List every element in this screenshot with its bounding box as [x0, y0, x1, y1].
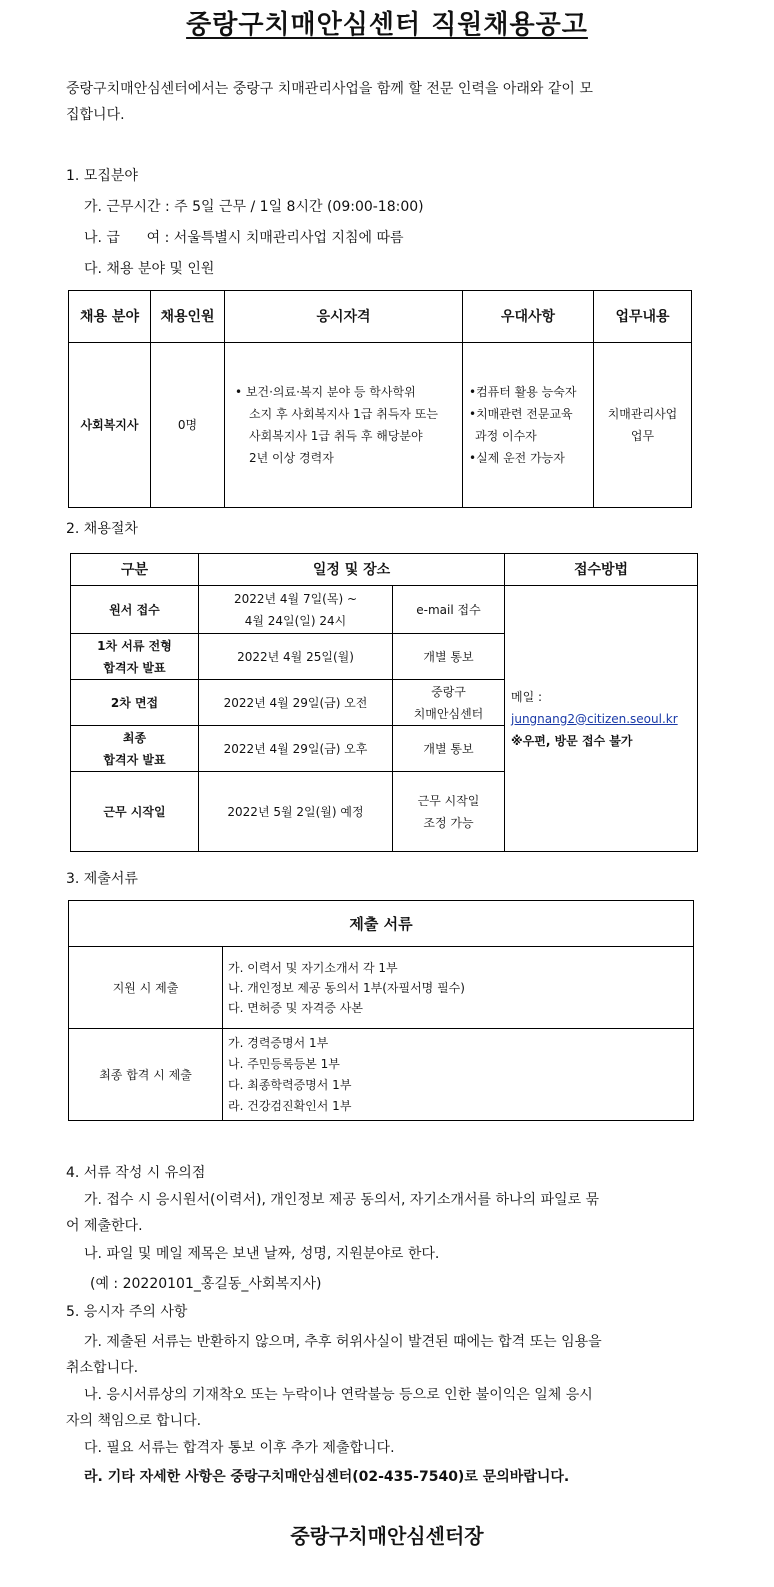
section4-example: (예 : 20220101_홍길동_사회복지사)	[90, 1276, 322, 1292]
work-hours: 가. 근무시간 : 주 5일 근무 / 1일 8시간 (09:00-18:00)	[84, 199, 424, 215]
section5-item-a: 가. 제출된 서류는 반환하지 않으며, 추후 허위사실이 발견된 때에는 합격 또는 임용을 취소합니다.	[66, 1334, 602, 1376]
doc-row-items: 가. 이력서 및 자기소개서 각 1부 나. 개인정보 제공 동의서 1부(자필서명 필수) 다. 면허증 및 자격증 사본	[223, 947, 694, 1029]
date-cell: 2022년 4월 29일(금) 오후	[199, 726, 393, 772]
doc-row-label: 지원 시 제출	[69, 947, 223, 1029]
th-stage: 구분	[71, 554, 199, 586]
intro-line: 집합니다.	[66, 107, 125, 123]
doc-row-label: 최종 합격 시 제출	[69, 1029, 223, 1121]
qualification-cell: • 보건·의료·복지 분야 등 학사학위 소지 후 사회복지사 1급 취득자 또는 사회복지사 1급 취득 후 해당분야 2년 이상 경력자	[225, 343, 463, 508]
stage-cell: 원서 접수	[71, 586, 199, 634]
salary: 나. 급 여 : 서울특별시 치매관리사업 지침에 따름	[84, 230, 404, 246]
documents-table	[68, 900, 694, 1121]
place-cell: 개별 통보	[393, 634, 505, 680]
th-qualification: 응시자격	[225, 291, 463, 343]
place-cell: 개별 통보	[393, 726, 505, 772]
duty-cell: 치매관리사업 업무	[594, 343, 692, 508]
section5-heading: 5. 응시자 주의 사항	[66, 1304, 188, 1320]
method-label: 메일 :	[511, 689, 543, 704]
place-cell: 중랑구 치매안심센터	[393, 680, 505, 726]
date-cell: 2022년 4월 25일(월)	[199, 634, 393, 680]
intro	[66, 76, 706, 128]
count-cell: 0명	[151, 343, 225, 508]
th-schedule: 일정 및 장소	[199, 554, 505, 586]
section5-item-b: 나. 응시서류상의 기재착오 또는 누락이나 연락불능 등으로 인한 불이익은 일체 응시 자의 책임으로 합니다.	[66, 1387, 593, 1429]
section4-item-a: 가. 접수 시 응시원서(이력서), 개인정보 제공 동의서, 자기소개서를 하나의 파일로 묶 어 제출한다.	[66, 1192, 600, 1234]
stage-cell: 최종 합격자 발표	[71, 726, 199, 772]
documents-title: 제출 서류	[69, 901, 694, 947]
stage-cell: 2차 면접	[71, 680, 199, 726]
th-duty: 업무내용	[594, 291, 692, 343]
th-count: 채용인원	[151, 291, 225, 343]
stage-cell: 근무 시작일	[71, 772, 199, 852]
section5-item-c: 다. 필요 서류는 합격자 통보 이후 추가 제출합니다.	[84, 1440, 395, 1456]
section3-heading: 3. 제출서류	[66, 871, 138, 887]
preference-cell: •컴퓨터 활용 능숙자 •치매관련 전문교육 과정 이수자 •실제 운전 가능자	[463, 343, 594, 508]
positions-label: 다. 채용 분야 및 인원	[84, 261, 215, 277]
date-cell: 2022년 4월 7일(목) ~ 4월 24일(일) 24시	[199, 586, 393, 634]
section4-heading: 4. 서류 작성 시 유의점	[66, 1165, 206, 1181]
section2-heading: 2. 채용절차	[66, 521, 138, 537]
place-cell: 근무 시작일 조정 가능	[393, 772, 505, 852]
section1-heading: 1. 모집분야	[66, 168, 138, 184]
field-cell: 사회복지사	[69, 343, 151, 508]
place-cell: e-mail 접수	[393, 586, 505, 634]
section5-item-d: 라. 기타 자세한 사항은 중랑구치매안심센터(02-435-7540)로 문의바랍니다.	[84, 1469, 570, 1485]
signature: 중랑구치매안심센터장	[290, 1524, 484, 1548]
email-link[interactable]: jungnang2@citizen.seoul.kr	[511, 711, 678, 726]
method-cell	[505, 586, 698, 852]
positions-table	[68, 290, 692, 508]
section4-item-b: 나. 파일 및 메일 제목은 보낸 날짜, 성명, 지원분야로 한다.	[84, 1246, 440, 1262]
doc-row-items: 가. 경력증명서 1부 나. 주민등록등본 1부 다. 최종학력증명서 1부 라. 건강검진확인서 1부	[223, 1029, 694, 1121]
th-field: 채용 분야	[69, 291, 151, 343]
stage-cell: 1차 서류 전형 합격자 발표	[71, 634, 199, 680]
intro-line: 중랑구치매안심센터에서는 중랑구 치매관리사업을 함께 할 전문 인력을 아래와 같이 모	[66, 81, 593, 97]
procedure-table	[70, 553, 698, 852]
th-method: 접수방법	[505, 554, 698, 586]
date-cell: 2022년 4월 29일(금) 오전	[199, 680, 393, 726]
th-preference: 우대사항	[463, 291, 594, 343]
method-note: ※우편, 방문 접수 불가	[511, 733, 633, 748]
date-cell: 2022년 5월 2일(월) 예정	[199, 772, 393, 852]
page-title: 중랑구치매안심센터 직원채용공고	[186, 10, 588, 40]
